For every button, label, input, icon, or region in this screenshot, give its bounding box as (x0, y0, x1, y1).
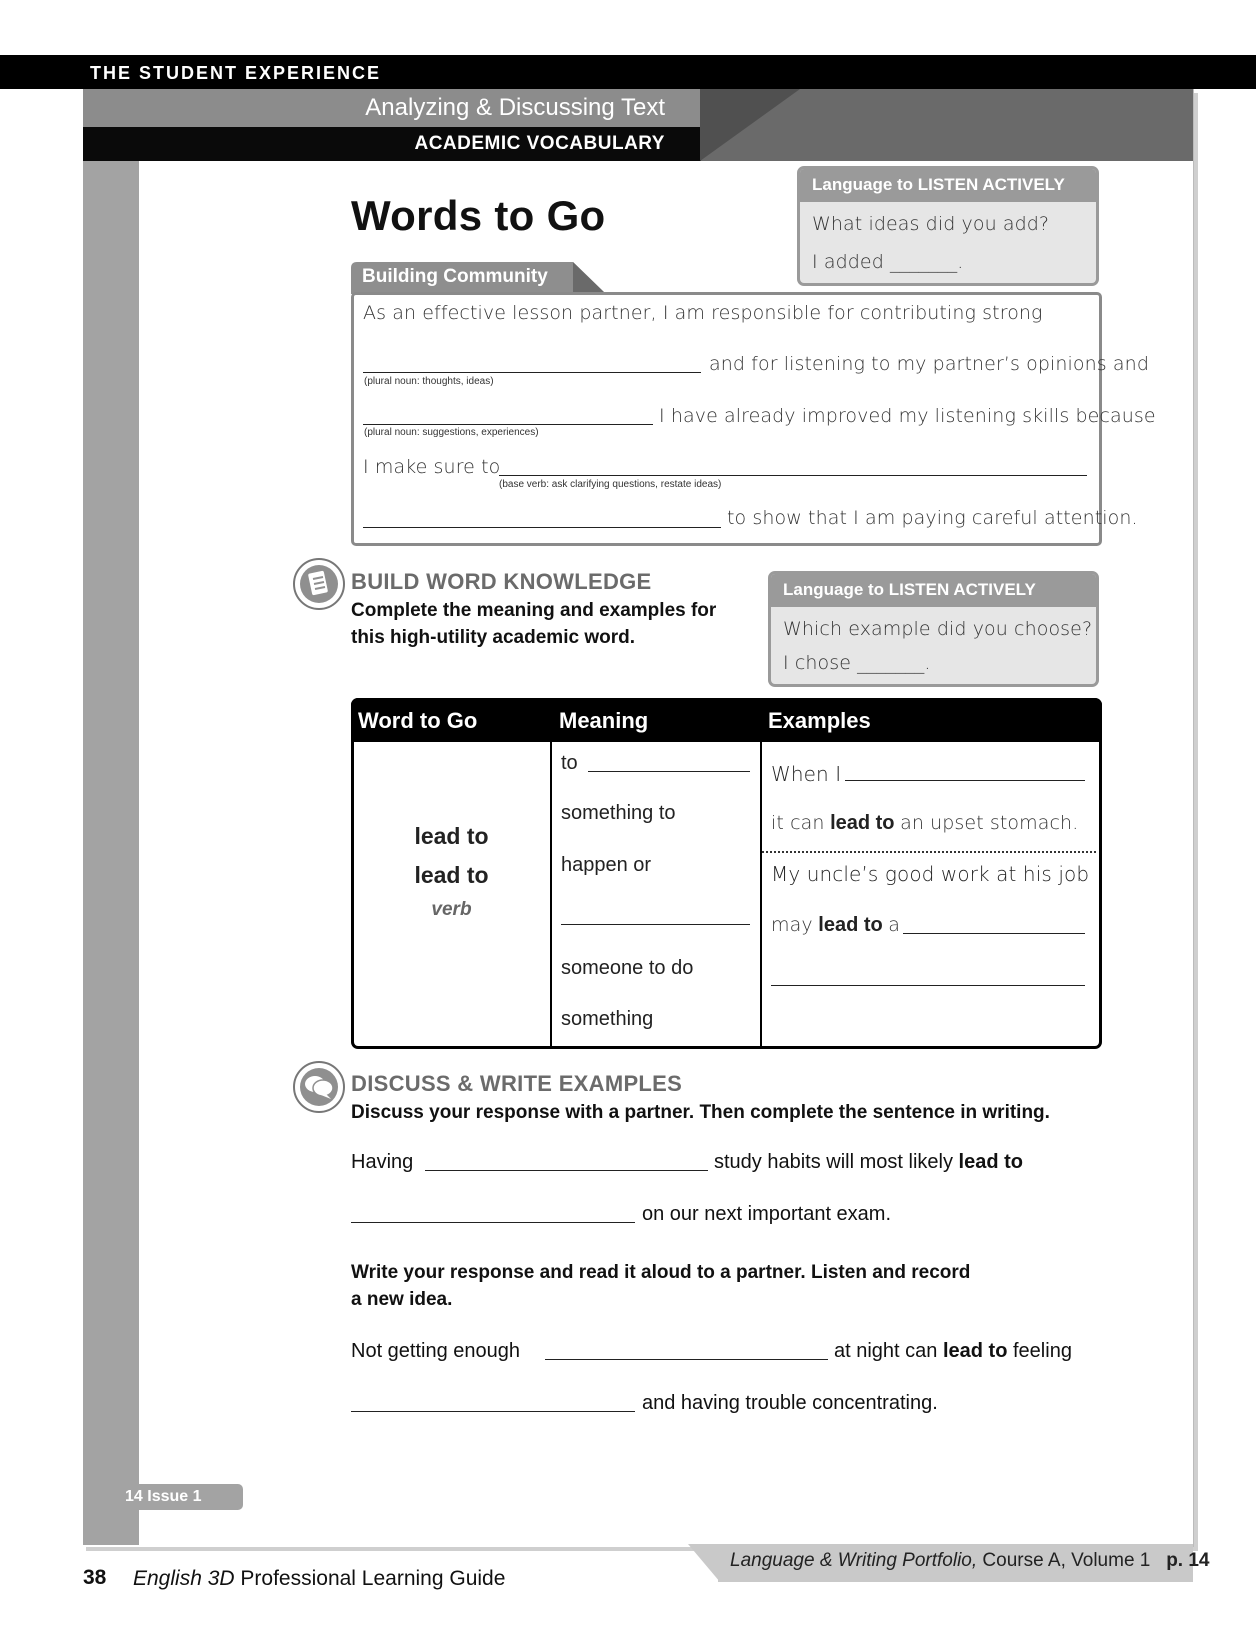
meaning-blank-1[interactable] (588, 771, 750, 772)
header-diagonal-shape (700, 89, 810, 161)
sentence-blank-3[interactable] (545, 1359, 828, 1360)
bc-line-1: As an effective lesson partner, I am responsible for contributing strong (363, 302, 1043, 324)
sentence-3-end: at night can lead to feeling (834, 1340, 1072, 1362)
footer-source-text: Language & Writing Portfolio, Course A, Volume 1 p. 14 (730, 1550, 1210, 1571)
page-title: Words to Go (351, 192, 606, 239)
example-1-start: When I (771, 762, 842, 786)
word-to-go: lead to (414, 823, 489, 849)
meaning-2: something to (561, 802, 676, 824)
build-word-instruction-2: this high-utility academic word. (351, 627, 635, 648)
listen-box-prompt: What ideas did you add? (812, 213, 1050, 235)
listen-box-frame: I added _______. (812, 251, 964, 273)
sentence-1-end: study habits will most likely lead to (714, 1151, 1023, 1173)
meaning-1: to (561, 752, 578, 774)
meaning-4: someone to do (561, 957, 694, 979)
sentence-2-end: on our next important exam. (642, 1203, 892, 1225)
meaning-5: something (561, 1008, 654, 1030)
banner-text: THE STUDENT EXPERIENCE (90, 63, 382, 83)
example-2-mid: may lead to a (771, 914, 901, 936)
bc-hint-2: (plural noun: suggestions, experiences) (364, 427, 539, 438)
meaning-blank-2[interactable] (561, 924, 750, 925)
example-blank-2[interactable] (903, 933, 1085, 934)
example-blank-3[interactable] (771, 985, 1085, 986)
bc-blank-3[interactable] (499, 475, 1087, 476)
header-meaning: Meaning (559, 708, 649, 733)
listen-box-heading: Language to LISTEN ACTIVELY (771, 574, 1096, 607)
sentence-4-end: and having trouble concentrating. (642, 1392, 938, 1414)
word-to-go-repeat: lead to (414, 862, 489, 888)
sentence-3-start: Not getting enough (351, 1340, 521, 1362)
bc-blank-4[interactable] (363, 527, 721, 528)
example-1-end: it can lead to an upset stomach. (771, 812, 1079, 834)
part-of-speech: verb (431, 899, 472, 920)
listen-box-frame: I chose _______. (783, 652, 931, 674)
bc-line-2: and for listening to my partner’s opinions and (709, 353, 1149, 375)
example-separator (762, 851, 1096, 853)
bc-hint-1: (plural noun: thoughts, ideas) (364, 376, 494, 387)
issue-tab (83, 1484, 243, 1510)
write-instruction-2: a new idea. (351, 1289, 453, 1310)
discuss-heading: DISCUSS & WRITE EXAMPLES (351, 1071, 683, 1096)
header-word-to-go: Word to Go (358, 708, 478, 733)
guide-title: English 3D Professional Learning Guide (133, 1567, 506, 1590)
listen-box-heading: Language to LISTEN ACTIVELY (800, 169, 1096, 202)
header-examples: Examples (768, 708, 871, 733)
build-word-heading: BUILD WORD KNOWLEDGE (351, 569, 652, 594)
sentence-1-start: Having (351, 1151, 414, 1173)
page-number: 38 (83, 1566, 107, 1589)
left-margin-strip (83, 89, 139, 1545)
notebook-icon (293, 558, 345, 610)
build-word-instruction-1: Complete the meaning and examples for (351, 600, 717, 621)
speech-bubbles-icon (293, 1061, 345, 1113)
top-banner (0, 55, 1256, 89)
building-community-label: Building Community (362, 266, 548, 287)
discuss-instruction: Discuss your response with a partner. Then complete the sentence in writing. (351, 1102, 1050, 1123)
column-divider (760, 698, 762, 1046)
bc-line-4: I make sure to (363, 456, 501, 478)
issue-label: 14 Issue 1 (125, 1488, 202, 1505)
write-instruction-1: Write your response and read it aloud to a partner. Listen and record (351, 1262, 971, 1283)
bc-line-3: I have already improved my listening skills because (659, 405, 1156, 427)
bc-blank-1[interactable] (363, 372, 701, 373)
listen-actively-box-1 (797, 166, 1099, 286)
example-blank-1[interactable] (845, 780, 1085, 781)
sentence-blank-1[interactable] (425, 1170, 708, 1171)
listen-box-prompt: Which example did you choose? (783, 618, 1093, 640)
bc-hint-3: (base verb: ask clarifying questions, restate ideas) (499, 479, 722, 490)
section-title: Analyzing & Discussing Text (365, 94, 665, 121)
example-2-start: My uncle’s good work at his job (771, 862, 1090, 886)
sentence-blank-4[interactable] (351, 1411, 635, 1412)
bc-line-5: to show that I am paying careful attention. (727, 507, 1138, 529)
section-subtitle: ACADEMIC VOCABULARY (414, 133, 665, 154)
bc-blank-2[interactable] (363, 424, 653, 425)
listen-actively-box-2 (768, 571, 1099, 687)
meaning-3: happen or (561, 854, 652, 876)
sentence-blank-2[interactable] (351, 1222, 635, 1223)
footer-bar-notch (688, 1544, 720, 1582)
